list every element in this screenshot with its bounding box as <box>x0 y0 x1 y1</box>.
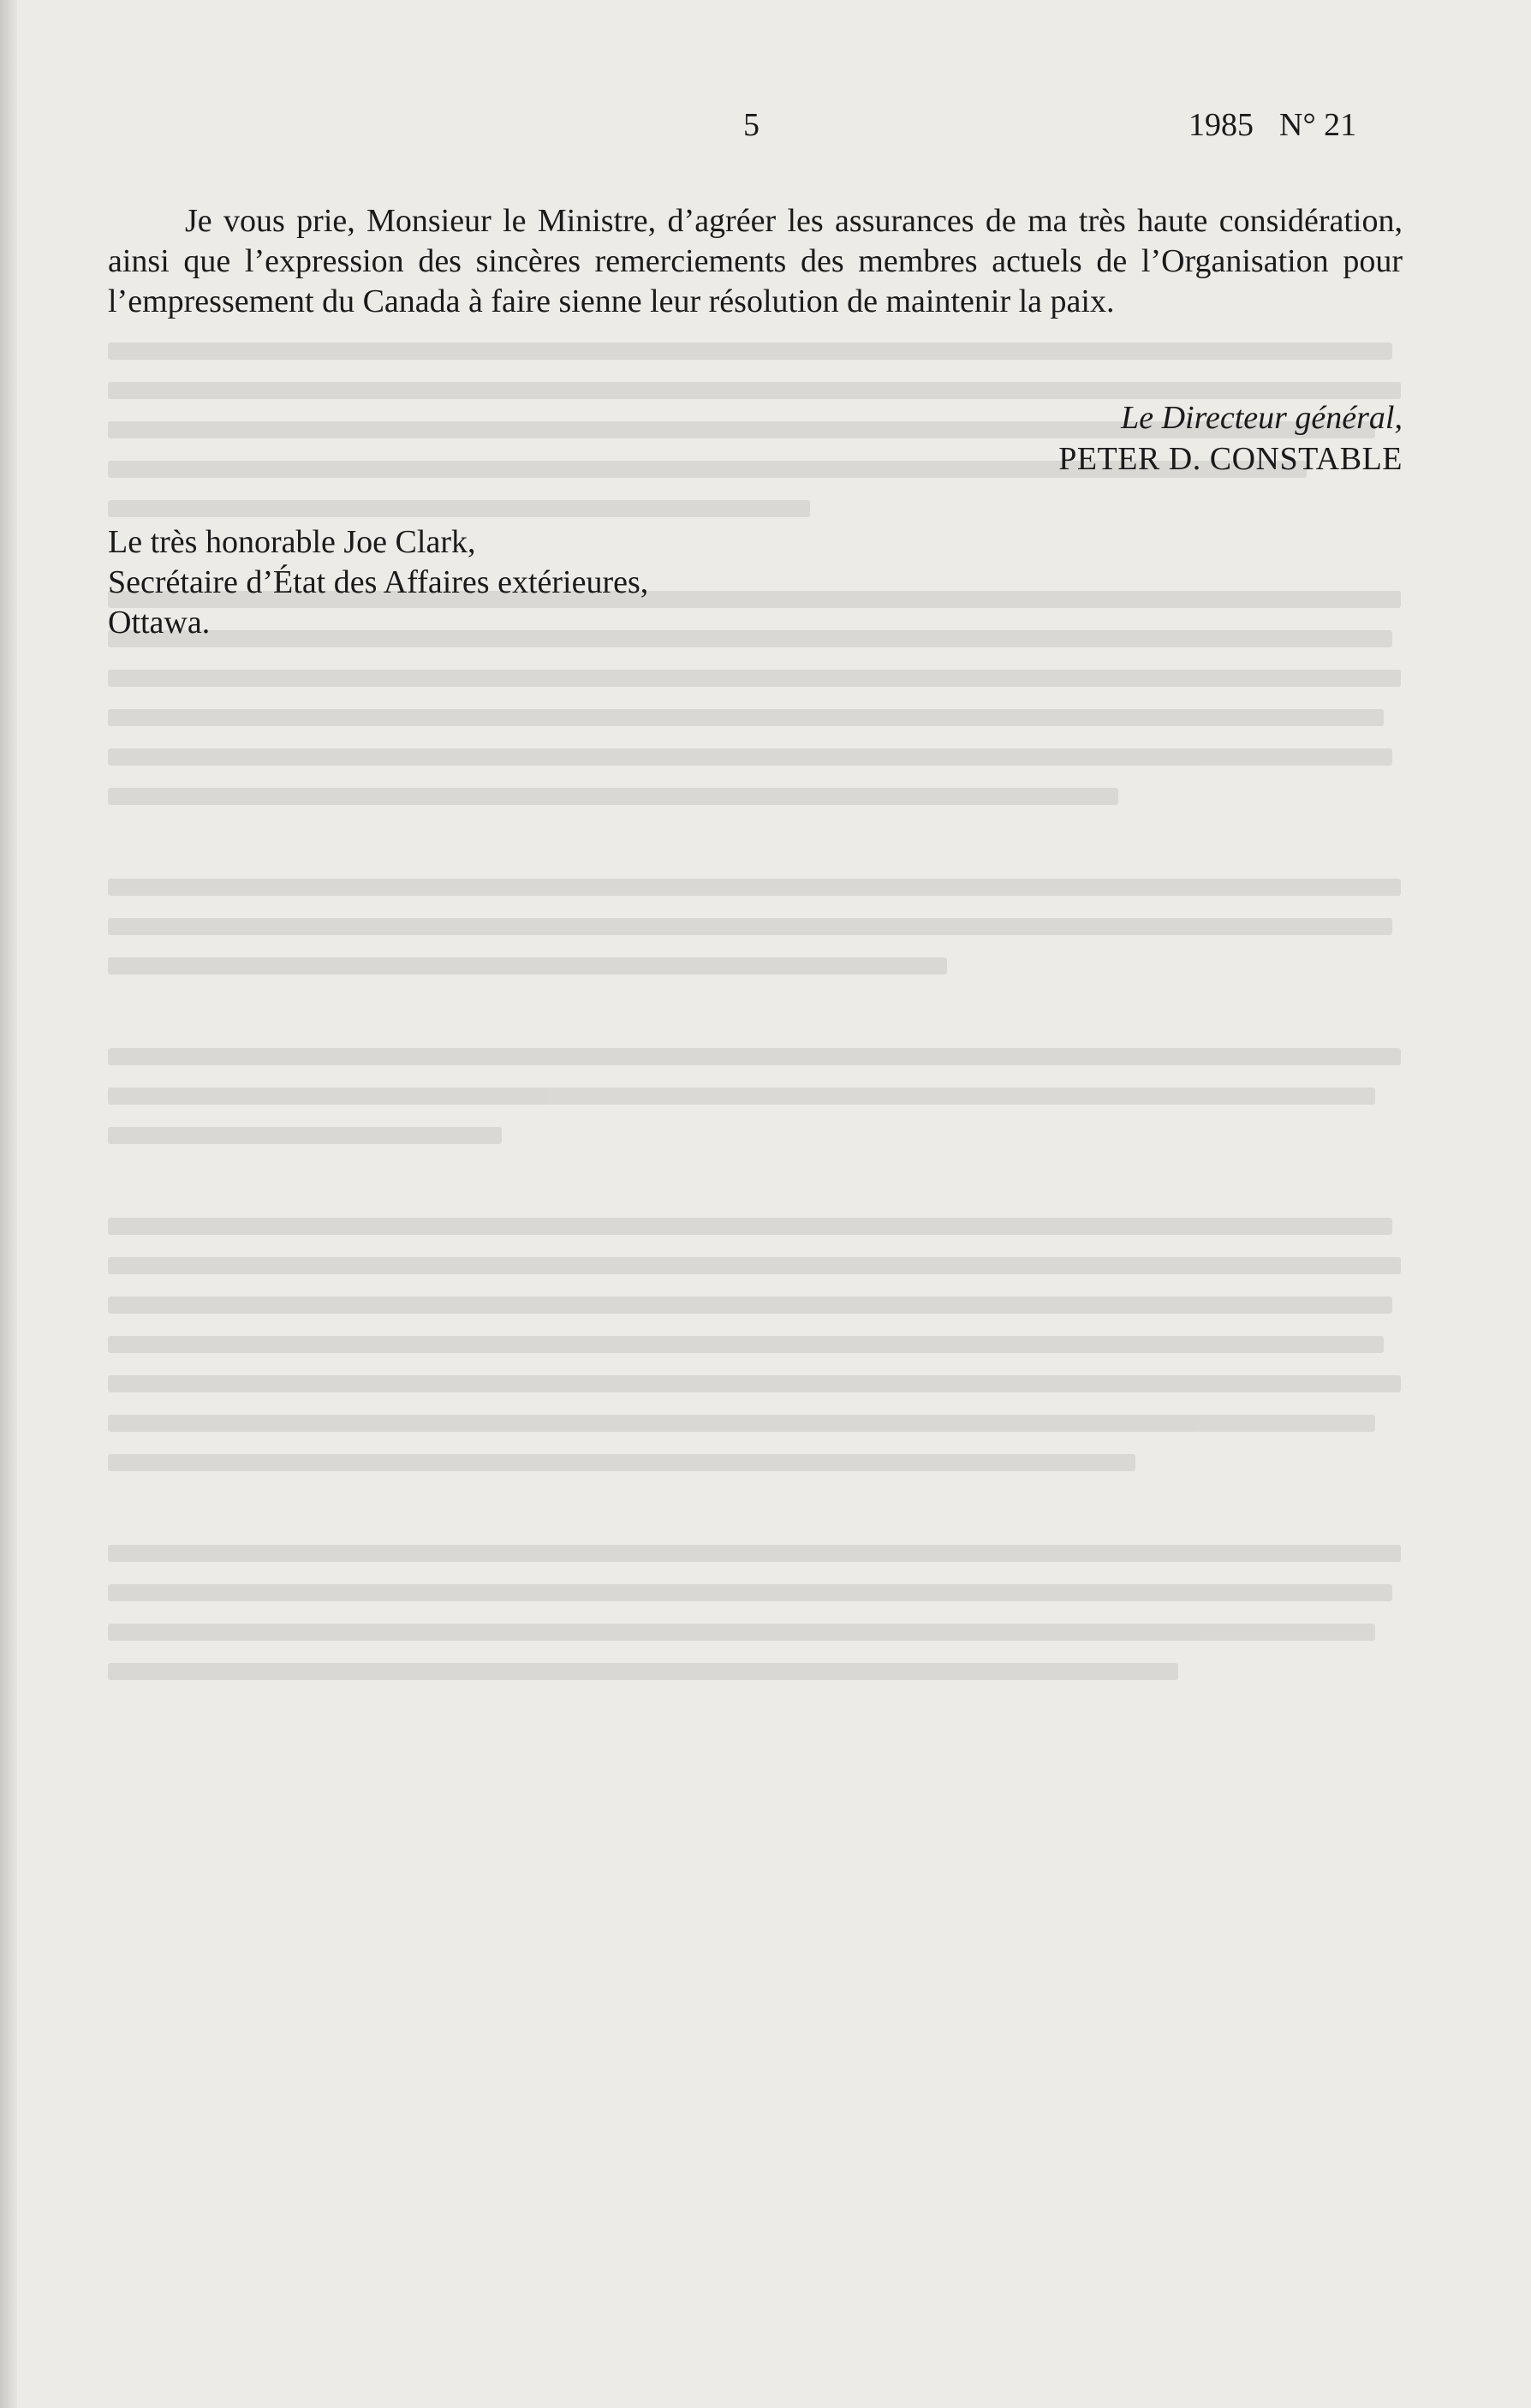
document-year: 1985 <box>1188 107 1254 143</box>
addressee-block <box>108 522 648 643</box>
addressee-title: Secrétaire d’État des Affaires extérieures, <box>108 564 649 600</box>
signature-block <box>1058 397 1403 480</box>
document-reference <box>1188 104 1356 146</box>
page-number: 5 <box>743 107 760 143</box>
signatory-title: Le Directeur général, <box>1121 400 1403 436</box>
closing-paragraph: Je vous prie, Monsieur le Ministre, d’agréer les assurances de ma très haute considération, ainsi que l’expression des sincères remerciements des membres actuels de l’Organisation pour l’empressement du Canada à faire sienne leur résolution de maintenir la paix. <box>108 203 1403 319</box>
signatory-name: PETER D. CONSTABLE <box>1058 441 1403 477</box>
addressee-name: Le très honorable Joe Clark, <box>108 524 476 560</box>
addressee-city: Ottawa. <box>108 605 211 641</box>
document-number: N° 21 <box>1279 107 1357 143</box>
